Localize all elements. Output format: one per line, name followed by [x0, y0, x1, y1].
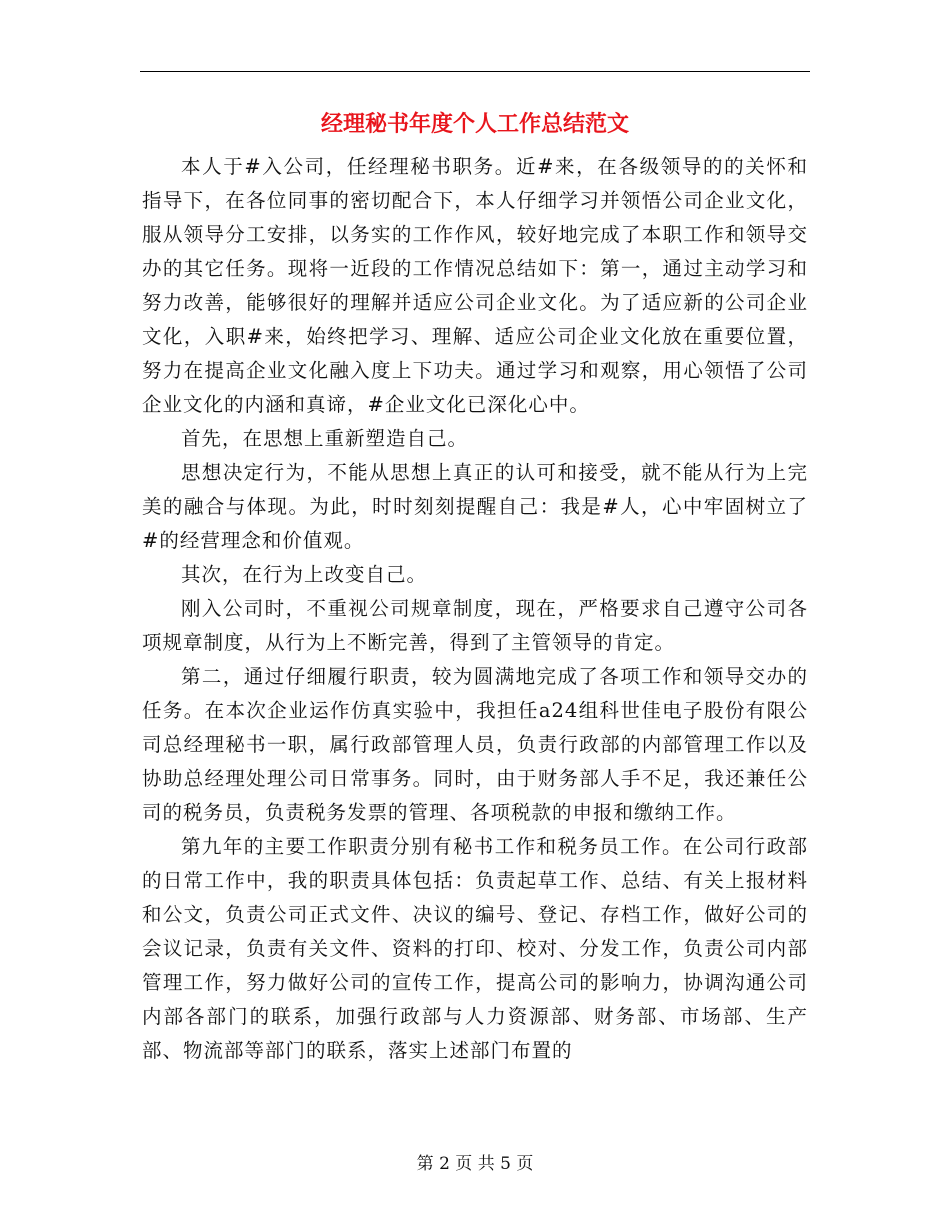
paragraph-intro: 本人于#入公司，任经理秘书职务。近#来，在各级领导的的关怀和指导下，在各位同事的密切配合下，本人仔细学习并领悟公司企业文化，服从领导分工安排，以务实的工作作风，较好地完成了本职工作和领导交办的其它任务。现将一近段的工作情况总结如下：第一，通过主动学习和努力改善，能够很好的理解并适应公司企业文化。为了适应新的公司企业文化，入职#来，始终把学习、理解、适应公司企业文化放在重要位置，努力在提高企业文化融入度上下功夫。通过学习和观察，用心领悟了公司企业文化的内涵和真谛，#企业文化已深化心中。 — [142, 155, 808, 416]
document-body — [142, 150, 808, 1068]
paragraph-rules: 刚入公司时，不重视公司规章制度，现在，严格要求自己遵守公司各项规章制度，从行为上不断完善，得到了主管领导的肯定。 — [142, 597, 808, 654]
paragraph-duties: 第二，通过仔细履行职责，较为圆满地完成了各项工作和领导交办的任务。在本次企业运作仿真实验中，我担任a24组科世佳电子股份有限公司总经理秘书一职，属行政部管理人员，负责行政部的内部管理工作以及协助总经理处理公司日常事务。同时，由于财务部人手不足，我还兼任公司的税务员，负责税务发票的管理、各项税款的申报和缴纳工作。 — [142, 665, 808, 824]
paragraph-responsibilities: 第九年的主要工作职责分别有秘书工作和税务员工作。在公司行政部的日常工作中，我的职责具体包括：负责起草工作、总结、有关上报材料和公文，负责公司正式文件、决议的编号、登记、存档工作，做好公司的会议记录，负责有关文件、资料的打印、校对、分发工作，负责公司内部管理工作，努力做好公司的宣传工作，提高公司的影响力，协调沟通公司内部各部门的联系，加强行政部与人力资源部、财务部、市场部、生产部、物流部等部门的联系，落实上述部门布置的 — [142, 835, 808, 1062]
header-rule — [140, 71, 810, 72]
paragraph-second-point: 其次，在行为上改变自己。 — [181, 563, 428, 586]
paragraph-first-point: 首先，在思想上重新塑造自己。 — [181, 427, 469, 450]
paragraph-thought: 思想决定行为，不能从思想上真正的认可和接受，就不能从行为上完美的融合与体现。为此，时时刻刻提醒自己：我是#人，心中牢固树立了#的经营理念和价值观。 — [142, 461, 808, 552]
document-title: 经理秘书年度个人工作总结范文 — [320, 111, 629, 137]
page-indicator: 第 2 页 共 5 页 — [416, 1154, 534, 1174]
